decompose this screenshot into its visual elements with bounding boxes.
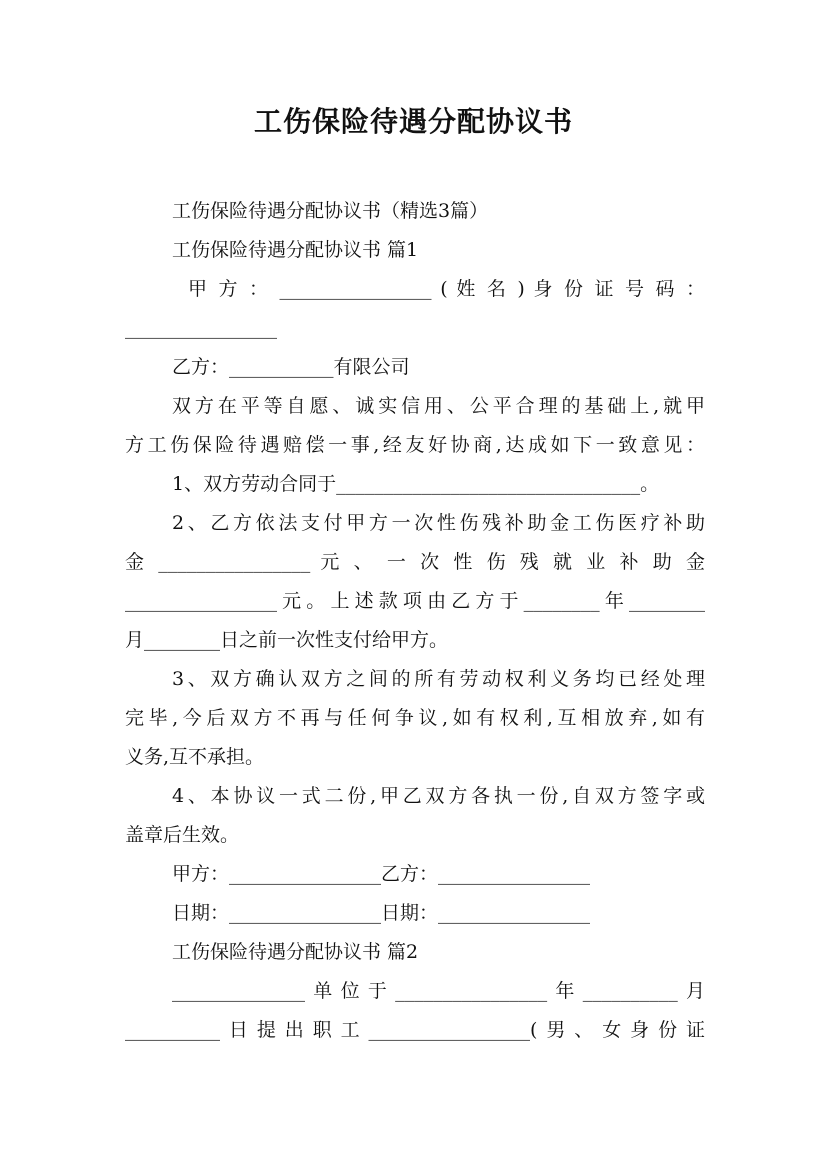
clause-3-line2: 完毕,今后双方不再与任何争议,如有权利,互相放弃,如有 [125, 707, 705, 729]
part2-line1: ______________单位于________________年__________月 [172, 980, 705, 1002]
clause-3-line1: 3、双方确认双方之间的所有劳动权利义务均已经处理 [172, 668, 705, 690]
party-a-id-blank: ________________ [125, 317, 277, 339]
clause-2-line4: 月________日之前一次性支付给甲方。 [125, 629, 449, 651]
party-b-line: 乙方：___________有限公司 [172, 356, 410, 378]
part2-heading: 工伤保险待遇分配协议书 篇2 [172, 941, 419, 963]
clause-4-line2: 盖章后生效。 [125, 824, 240, 846]
part2-line2: __________日提出职工_________________(男、女身份证 [125, 1019, 705, 1041]
intro-paragraph-line2: 方工伤保险待遇赔偿一事,经友好协商,达成如下一致意见： [125, 434, 705, 456]
signature-line: 甲方：________________乙方：________________ [172, 863, 591, 885]
party-a-line: 甲 方 ： ________________ ( 姓 名 ) 身 份 证 号 码 ： [188, 278, 705, 300]
document-title: 工伤保险待遇分配协议书 [253, 105, 573, 138]
clause-2-line1: 2、乙方依法支付甲方一次性伤残补助金工伤医疗补助 [172, 512, 705, 534]
clause-2-line2: 金 ________________ 元 、 一 次 性 伤 残 就 业 补 助 金 [125, 551, 705, 573]
clause-2-line3: ________________元。上述款项由乙方于________年________ [125, 590, 705, 612]
date-line: 日期：________________日期：________________ [172, 902, 591, 924]
clause-4-line1: 4、本协议一式二份,甲乙双方各执一份,自双方签字或 [172, 785, 705, 807]
document-subtitle: 工伤保险待遇分配协议书（精选3篇） [172, 200, 489, 222]
clause-1: 1、双方劳动合同于________________________________。 [172, 473, 660, 495]
part1-heading: 工伤保险待遇分配协议书 篇1 [172, 239, 419, 261]
intro-paragraph-line1: 双方在平等自愿、诚实信用、公平合理的基础上,就甲 [172, 395, 705, 417]
clause-3-line3: 义务,互不承担。 [125, 746, 265, 768]
